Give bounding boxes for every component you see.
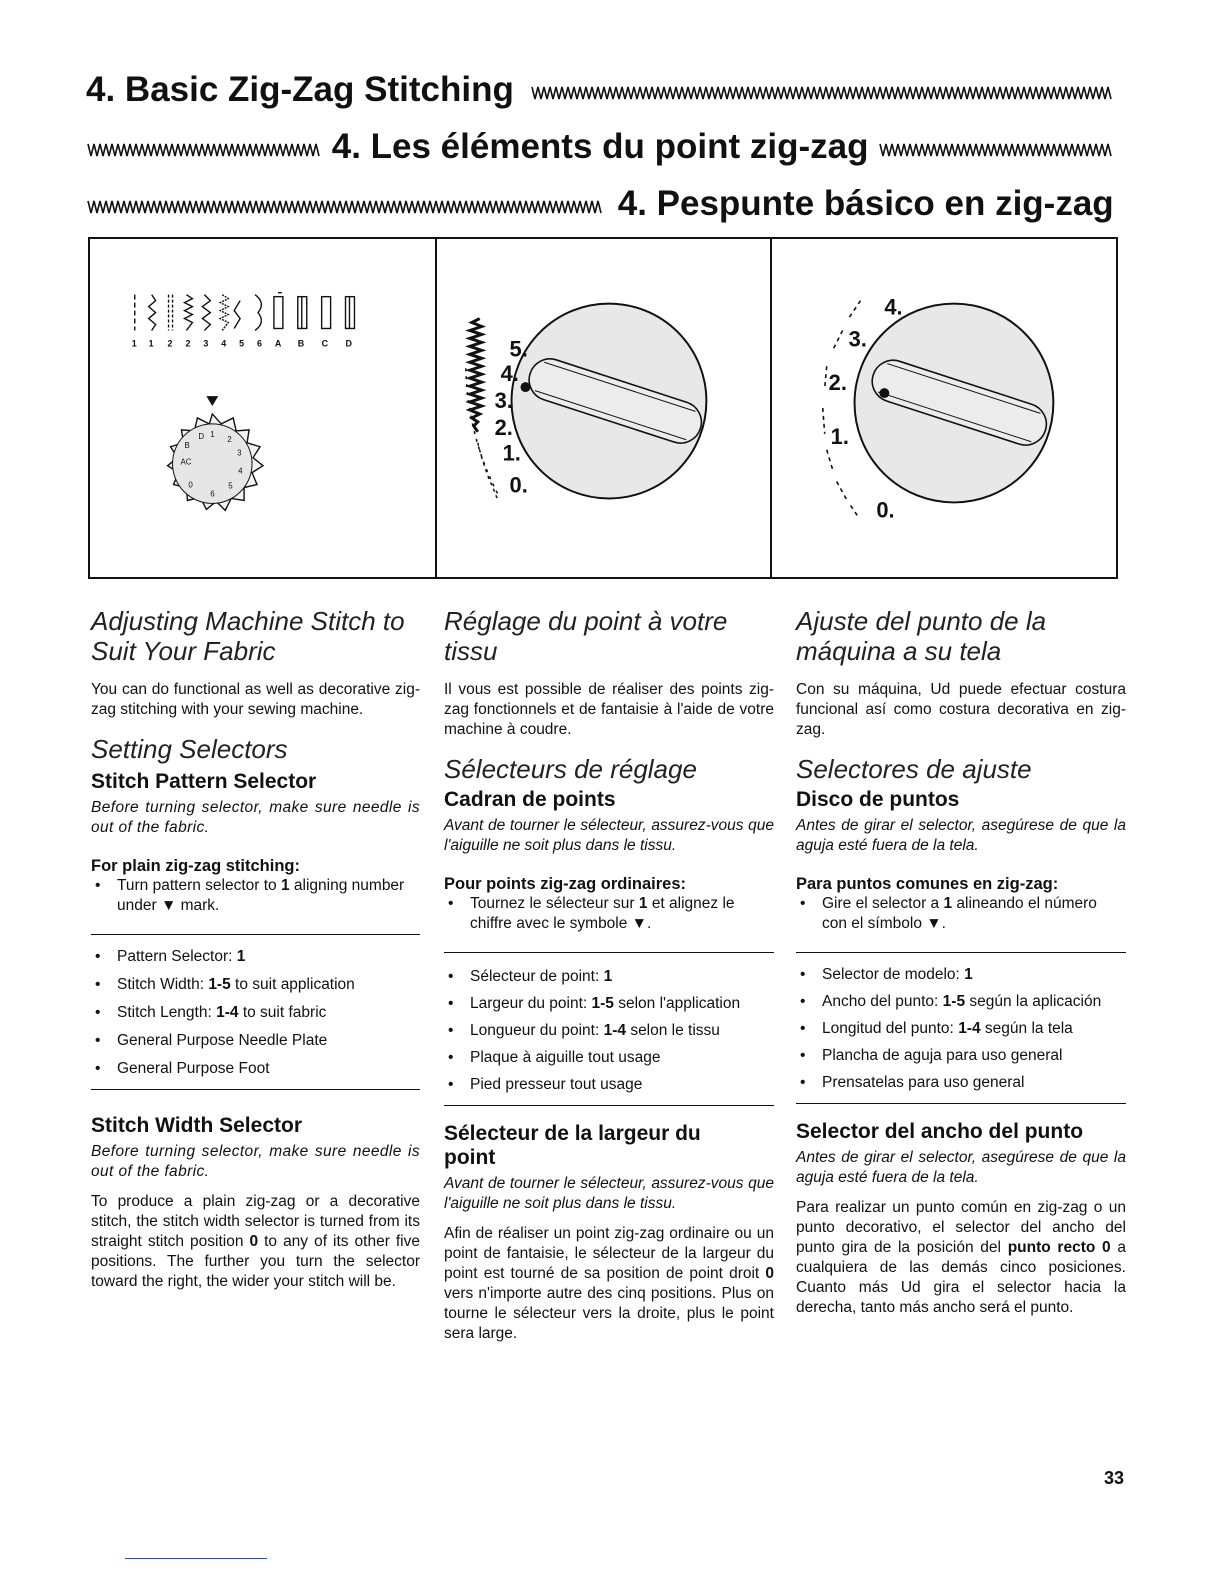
stitch-length-dial-illustration — [772, 239, 1118, 577]
caution-text: Before turning selector, make sure needle is out of the fabric. — [91, 1143, 420, 1180]
length-number: 4. — [884, 294, 903, 320]
caution-text: Antes de girar el selector, asegúrese de que la aguja esté fuera de la tela. — [796, 1149, 1126, 1186]
pattern-number: 5 — [239, 338, 245, 349]
divider — [444, 1105, 774, 1106]
width-number: 2. — [494, 414, 513, 440]
divider — [796, 1103, 1126, 1104]
zigzag-decoration — [86, 138, 322, 160]
list-item: • Plancha de aguja para uso general — [796, 1046, 1126, 1066]
settings-list — [444, 967, 774, 1095]
selector-title: Disco de puntos — [796, 788, 960, 811]
pattern-number: 1 — [148, 338, 154, 349]
selector-title: Stitch Pattern Selector — [91, 770, 317, 793]
selector-title: Stitch Width Selector — [91, 1114, 302, 1137]
pattern-number: 3 — [203, 338, 209, 349]
zigzag-decoration — [878, 138, 1114, 160]
pattern-dial-icon — [168, 414, 263, 510]
divider — [796, 952, 1126, 953]
column-french — [444, 606, 774, 1344]
zigzag-decoration — [524, 81, 1114, 103]
body-text: Para realizar un punto común en zig-zag o un punto decorativo, el selector del ancho del punto gira de la posición del punto recto 0 a cualquiera de las demás cinco posiciones. Cuanto más Ud gira el selector hacia la derecha, tanto más ancho será el punto. — [796, 1199, 1126, 1316]
list-item: • Prensatelas para uso general — [796, 1073, 1126, 1093]
svg-text:2: 2 — [227, 434, 232, 444]
list-item: • Pied presseur tout usage — [444, 1075, 774, 1095]
selector-title: Selector del ancho del punto — [796, 1120, 1084, 1143]
width-number: 1. — [502, 440, 521, 466]
length-number: 3. — [848, 326, 867, 352]
length-number: 0. — [876, 497, 895, 523]
zigzag-decoration — [86, 195, 608, 217]
heading-fr: 4. Les éléments du point zig-zag — [86, 127, 1114, 167]
svg-text:1: 1 — [210, 429, 215, 439]
illustration-panel — [88, 237, 1118, 579]
svg-text:AC: AC — [180, 457, 192, 467]
subsection-title: Setting Selectors — [91, 734, 288, 764]
width-number: 5. — [509, 336, 528, 362]
list-item: • Longitud del punto: 1-4 según la tela — [796, 1019, 1126, 1039]
section-title: Réglage du point à votre tissu — [444, 606, 728, 666]
pattern-number: D — [345, 338, 352, 349]
caution-text: Avant de tourner le sélecteur, assurez-vous que l'aiguille ne soit plus dans le tissu. — [444, 1175, 774, 1212]
settings-list — [91, 947, 420, 1079]
selector-title: Cadran de points — [444, 788, 616, 811]
list-item: • Stitch Width: 1-5 to suit application — [91, 975, 420, 995]
section-title: Ajuste del punto de la máquina a su tela — [796, 606, 1047, 666]
list-item: • Pattern Selector: 1 — [91, 947, 420, 967]
intro-text: You can do functional as well as decorative zig-zag stitching with your sewing machine. — [91, 681, 420, 718]
indicator-dot-icon — [520, 382, 530, 392]
svg-text:3: 3 — [237, 448, 242, 458]
divider — [91, 1089, 420, 1090]
caution-text: Avant de tourner le sélecteur, assurez-vous que l'aiguille ne soit plus dans le tissu. — [444, 817, 774, 854]
width-number: 3. — [494, 388, 513, 413]
divider — [91, 934, 420, 935]
intro-text: Con su máquina, Ud puede efectuar costura funcional así como costura decorativa en zig-zag. — [796, 681, 1126, 738]
footer-line — [125, 1558, 267, 1559]
list-item: • Longueur du point: 1-4 selon le tissu — [444, 1021, 774, 1041]
selector-title: Sélecteur de la largeur du point — [444, 1122, 701, 1169]
list-item: • Largeur du point: 1-5 selon l'application — [444, 994, 774, 1014]
pattern-number: A — [274, 338, 282, 349]
list-item: • Tournez le sélecteur sur 1 et alignez le chiffre avec le symbole ▼. — [444, 894, 774, 934]
pattern-number: B — [297, 338, 305, 349]
list-item: • Gire el selector a 1 alineando el número con el símbolo ▼. — [796, 894, 1126, 934]
pattern-selector-illustration — [90, 239, 435, 577]
section-title: Adjusting Machine Stitch to Suit Your Fabric — [91, 606, 405, 666]
caution-text: Antes de girar el selector, asegúrese de que la aguja esté fuera de la tela. — [796, 817, 1126, 854]
length-number: 2. — [828, 370, 847, 396]
instruction-title: Para puntos comunes en zig-zag: — [796, 875, 1059, 893]
list-item: • General Purpose Foot — [91, 1059, 420, 1079]
svg-text:D: D — [198, 431, 205, 441]
column-spanish — [796, 606, 1126, 1318]
list-item: • Plaque à aiguille tout usage — [444, 1048, 774, 1068]
instruction-title: For plain zig-zag stitching: — [91, 857, 300, 875]
list-item: • Selector de modelo: 1 — [796, 965, 1126, 985]
svg-text:6: 6 — [210, 489, 215, 499]
body-text: To produce a plain zig-zag or a decorative stitch, the stitch width selector is turned from its straight stitch position 0 to any of its other five positions. The further you turn the selector toward the right, the wider your stitch will be. — [91, 1193, 420, 1290]
list-item: • Turn pattern selector to 1 aligning number under ▼ mark. — [91, 876, 420, 916]
svg-text:B: B — [184, 440, 190, 450]
caution-text: Before turning selector, make sure needle is out of the fabric. — [91, 799, 420, 836]
instruction-list — [444, 894, 774, 934]
length-number: 1. — [830, 423, 849, 449]
svg-text:4: 4 — [238, 466, 243, 476]
list-item: • General Purpose Needle Plate — [91, 1031, 420, 1051]
heading-en: 4. Basic Zig-Zag Stitching — [86, 70, 1114, 110]
settings-list — [796, 965, 1126, 1093]
subsection-title: Sélecteurs de réglage — [444, 754, 697, 784]
list-item: • Ancho del punto: 1-5 según la aplicación — [796, 992, 1126, 1012]
pattern-number: 1 — [131, 338, 137, 349]
instruction-title: Pour points zig-zag ordinaires: — [444, 875, 687, 893]
column-english — [91, 606, 420, 1292]
list-item: • Stitch Length: 1-4 to suit fabric — [91, 1003, 420, 1023]
indicator-dot-icon — [879, 388, 889, 398]
instruction-list — [91, 876, 420, 916]
stitch-width-dial-illustration — [437, 239, 770, 577]
subsection-title: Selectores de ajuste — [796, 754, 1032, 784]
pattern-number: 2 — [167, 338, 173, 349]
pattern-number: 6 — [257, 338, 263, 349]
intro-text: Il vous est possible de réaliser des points zig-zag fonctionnels et de fantaisie à l'aide de votre machine à coudre. — [444, 681, 774, 738]
width-number: 4. — [500, 361, 519, 387]
body-text: Afin de réaliser un point zig-zag ordinaire ou un point de fantaisie, le sélecteur de la largeur du point est tourné de sa position de point droit 0 vers n'importe autre des cinq positions. Plus on tourne le sélecteur vers la droite, plus le point sera large. — [444, 1225, 774, 1342]
indicator-mark-icon — [206, 396, 218, 406]
pattern-number: C — [321, 338, 329, 349]
width-number: 0. — [509, 472, 528, 498]
pattern-number: 2 — [185, 338, 191, 349]
page-number: 33 — [1104, 1468, 1125, 1488]
divider — [444, 952, 774, 953]
list-item: • Sélecteur de point: 1 — [444, 967, 774, 987]
svg-text:0: 0 — [188, 480, 193, 490]
instruction-list — [796, 894, 1126, 934]
heading-es: 4. Pespunte básico en zig-zag — [86, 184, 1114, 224]
svg-text:5: 5 — [228, 481, 233, 491]
pattern-number: 4 — [221, 338, 227, 349]
